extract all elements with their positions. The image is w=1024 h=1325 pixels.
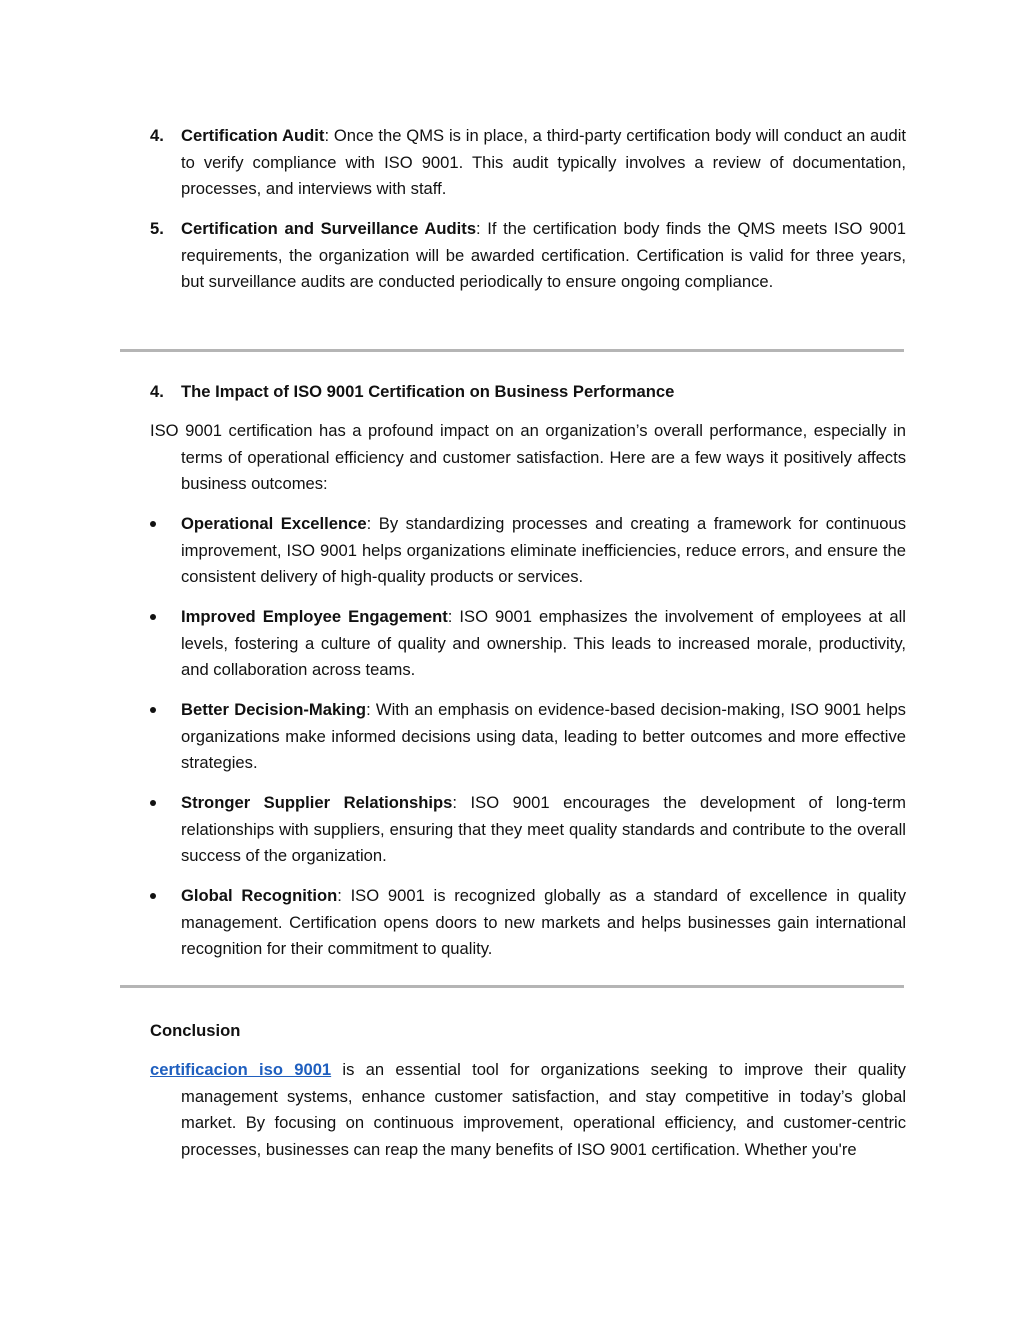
bullet-body: [150, 883, 906, 963]
audit-step-certification-audit: [150, 123, 906, 203]
bullet-title: Global Recognition: [181, 886, 338, 905]
bullet-icon: [150, 893, 156, 899]
bullet-body: [150, 697, 906, 777]
bullet-text: : ISO 9001 is recognized globally as a standard of excellence in quality management. Certification opens doors to new markets and helps businesses gain international recognition for their commitment to quality.: [181, 886, 907, 958]
section-title: The Impact of ISO 9001 Certification on Business Performance: [181, 382, 675, 401]
bullet-supplier-relationships: [150, 790, 906, 870]
step-text: : Once the QMS is in place, a third-party certification body will conduct an audit to verify compliance with ISO 9001. This audit typically involves a review of documentation, processes, and interviews with staff.: [181, 126, 906, 198]
conclusion-text: is an essential tool for organizations seeking to improve their quality management systems, enhance customer satisfaction, and stay competitive in today’s global market. By focusing on continuous improvement, operational efficiency, and customer-centric processes, businesses can reap the many benefits of ISO 9001 certification. Whether you're: [181, 1060, 906, 1159]
conclusion-paragraph: [150, 1057, 906, 1163]
bullet-global-recognition: [150, 883, 906, 963]
bullet-title: Stronger Supplier Relationships: [181, 793, 453, 812]
bullet-employee-engagement: [150, 604, 906, 684]
bullet-icon: [150, 707, 156, 713]
step-title: Certification Audit: [181, 126, 325, 145]
bullet-icon: [150, 800, 156, 806]
bullet-title: Better Decision-Making: [181, 700, 367, 719]
bullet-text: : With an emphasis on evidence-based decision-making, ISO 9001 helps organizations make informed decisions using data, leading to better outcomes and more effective strategies.: [181, 700, 906, 772]
step-number: 4.: [150, 126, 164, 145]
bullet-decision-making: [150, 697, 906, 777]
section-divider: [120, 349, 904, 352]
bullet-body: [150, 604, 906, 684]
audit-step-surveillance-audits: [150, 216, 906, 296]
bullet-icon: [150, 521, 156, 527]
section-number: 4.: [150, 382, 164, 401]
bullet-text: : ISO 9001 emphasizes the involvement of employees at all levels, fostering a culture of quality and ownership. This leads to increased morale, productivity, and collaboration across teams.: [181, 607, 906, 679]
step-number: 5.: [150, 219, 164, 238]
bullet-body: [150, 790, 906, 870]
step-body: [150, 123, 906, 203]
certification-link[interactable]: certificacion iso 9001: [150, 1060, 332, 1079]
section-divider: [120, 985, 904, 988]
bullet-icon: [150, 614, 156, 620]
impact-intro-paragraph: ISO 9001 certification has a profound impact on an organization’s overall performance, especially in terms of operational efficiency and customer satisfaction. Here are a few ways it positively affects business outcomes:: [150, 421, 906, 493]
bullet-body: [150, 511, 906, 591]
conclusion-heading: Conclusion: [150, 1021, 241, 1040]
bullet-operational-excellence: [150, 511, 906, 591]
bullet-title: Improved Employee Engagement: [181, 607, 448, 626]
impact-section-heading: [150, 379, 674, 406]
bullet-text: : By standardizing processes and creating a framework for continuous improvement, ISO 9001 helps organizations eliminate inefficiencies, reduce errors, and ensure the consistent delivery of high-quality products or services.: [181, 514, 906, 586]
bullet-text: : ISO 9001 encourages the development of long-term relationships with suppliers, ensuring that they meet quality standards and contribute to the overall success of the organization.: [181, 793, 906, 865]
step-body: [150, 216, 906, 296]
step-title: Certification and Surveillance Audits: [181, 219, 477, 238]
bullet-title: Operational Excellence: [181, 514, 367, 533]
step-text: : If the certification body finds the QMS meets ISO 9001 requirements, the organization will be awarded certification. Certification is valid for three years, but surveillance audits are conducted periodically to ensure ongoing compliance.: [181, 219, 906, 291]
